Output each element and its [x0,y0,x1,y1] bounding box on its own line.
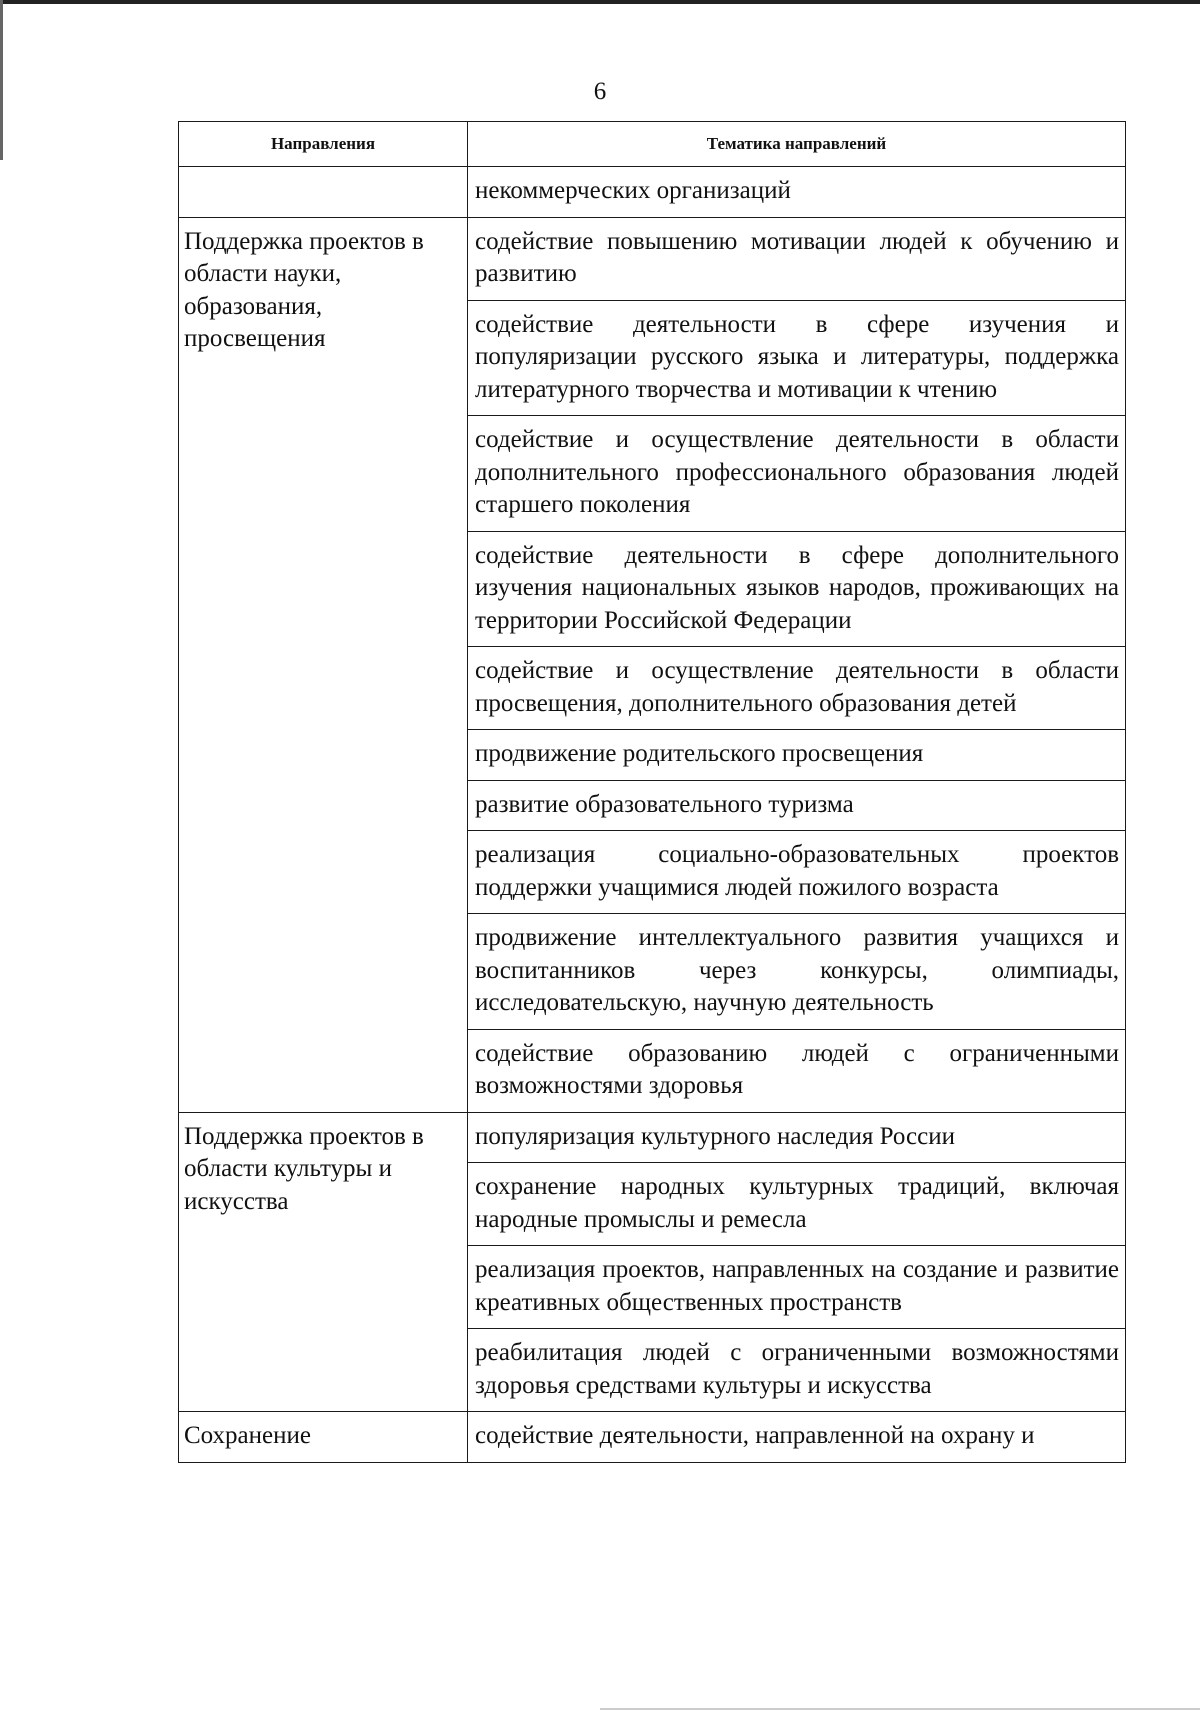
direction-cell: Сохранение [179,1412,468,1463]
scan-top-edge [0,0,1200,4]
topic-cell: содействие и осуществление деятельности в области просвещения, дополнительного образования детей [468,647,1126,730]
table-row [179,1412,1126,1463]
table-header-row [179,122,1126,167]
topic-cell: содействие образованию людей с ограниченными возможностями здоровья [468,1029,1126,1112]
topic-cell: продвижение интеллектуального развития учащихся и воспитанников через конкурсы, олимпиады, исследовательскую, научную деятельность [468,914,1126,1030]
table-row [179,217,1126,300]
direction-cell [179,167,468,218]
topic-cell: содействие деятельности, направленной на охрану и [468,1412,1126,1463]
topic-cell: реабилитация людей с ограниченными возможностями здоровья средствами культуры и искусства [468,1329,1126,1412]
topic-cell: некоммерческих организаций [468,167,1126,218]
topic-cell: содействие деятельности в сфере изучения и популяризации русского языка и литературы, поддержка литературного творчества и мотивации к чтению [468,300,1126,416]
topic-cell: содействие и осуществление деятельности в области дополнительного профессионального образования людей старшего поколения [468,416,1126,532]
header-directions: Направления [179,122,468,167]
directions-table [178,121,1126,1463]
topic-cell: сохранение народных культурных традиций, включая народные промыслы и ремесла [468,1163,1126,1246]
direction-cell: Поддержка проектов в области науки, образования, просвещения [179,217,468,1112]
direction-cell: Поддержка проектов в области культуры и искусства [179,1112,468,1412]
table-row [179,1112,1126,1163]
topic-cell: развитие образовательного туризма [468,780,1126,831]
topic-cell: содействие деятельности в сфере дополнительного изучения национальных языков народов, проживающих на территории Российской Федерации [468,531,1126,647]
header-topics: Тематика направлений [468,122,1126,167]
table-row [179,167,1126,218]
topic-cell: популяризация культурного наследия России [468,1112,1126,1163]
page-number: 6 [593,78,607,105]
topic-cell: реализация проектов, направленных на создание и развитие креативных общественных пространств [468,1246,1126,1329]
scan-bottom-edge [600,1708,1200,1710]
topic-cell: продвижение родительского просвещения [468,730,1126,781]
topic-cell: содействие повышению мотивации людей к обучению и развитию [468,217,1126,300]
topic-cell: реализация социально-образовательных проектов поддержки учащимися людей пожилого возраста [468,831,1126,914]
